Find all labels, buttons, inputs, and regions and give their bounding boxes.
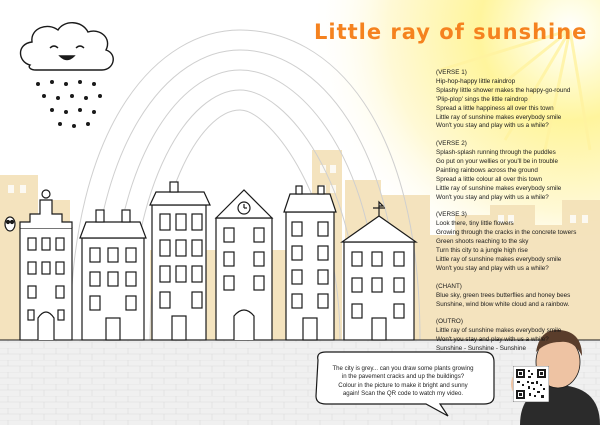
lyric-line: Spread a little happiness all over this town: [436, 104, 554, 112]
chant: [436, 283, 596, 310]
lyric-line: Hip-hop-happy little raindrop: [436, 77, 516, 85]
verse-2: [436, 140, 596, 202]
lyric-line: Splash-splash running through the puddles: [436, 149, 556, 157]
lyric-line: Splashy little shower makes the happy-go-round: [436, 86, 571, 94]
qr-code-icon[interactable]: [513, 366, 549, 402]
outro: [436, 318, 596, 354]
page-title: Little ray of sunshine: [314, 20, 588, 44]
bubble-line: The city is grey... can you draw some plants growing: [332, 365, 474, 372]
lyric-line: Spread a little colour all over this town: [436, 175, 543, 183]
lyric-line: Look there, tiny little flowers: [436, 220, 514, 228]
lyric-line: Won't you stay and play with us a while?: [436, 122, 549, 130]
building-3: [150, 182, 210, 340]
lyric-line: 'Plip-plop' sings the little raindrop: [436, 95, 528, 103]
lyrics: [436, 69, 596, 363]
bubble-line: again! Scan the QR code to watch my video.: [342, 389, 464, 397]
lyric-line: Won't you stay and play with us a while?: [436, 264, 549, 272]
verse-1: [436, 69, 596, 131]
raindrops: [36, 80, 102, 128]
lyric-line: Won't you stay and play with us a while?: [436, 336, 549, 344]
building-2: [80, 210, 146, 340]
lyric-line: Little ray of sunshine makes everybody smile: [436, 327, 562, 335]
building-4: [216, 190, 272, 340]
owl-icon: [5, 217, 15, 231]
speech-bubble-text: [318, 365, 488, 398]
lyric-line: Growing through the cracks in the concrete towers: [436, 229, 577, 237]
lyric-line: Little ray of sunshine makes everybody smile: [436, 113, 562, 121]
bubble-line: Colour in the picture to make it bright and sunny: [338, 381, 468, 389]
building-6: [342, 216, 416, 340]
lyric-line: Blue sky, green trees butterflies and honey bees: [436, 291, 571, 299]
lyric-line: Turn this city to a jungle high rise: [436, 247, 528, 255]
building-5: [284, 186, 336, 340]
smiling-cloud-icon: [21, 23, 114, 70]
verse-heading: (OUTRO): [436, 318, 463, 326]
verse-heading: (VERSE 1): [436, 69, 467, 76]
lyric-line: Little ray of sunshine makes everybody smile: [436, 256, 562, 263]
bubble-line: in the pavement cracks and up the buildings?: [341, 373, 465, 381]
verse-heading: (VERSE 3): [436, 211, 467, 219]
verse-heading: (CHANT): [436, 282, 462, 290]
verse-3: [436, 211, 596, 273]
lyric-line: Sunshine, wind blow white cloud and a rainbow.: [436, 300, 570, 308]
lyric-line: Sunshine - Sunshine - Sunshine: [436, 345, 526, 353]
lyric-line: Green shoots reaching to the sky: [436, 238, 529, 246]
lyric-line: Little ray of sunshine makes everybody smile: [436, 184, 562, 192]
lyric-line: Go put on your wellies or you'll be in trouble: [436, 158, 558, 166]
lyric-line: Painting rainbows across the ground: [436, 166, 538, 174]
lyric-line: Won't you stay and play with us a while?: [436, 193, 549, 201]
verse-heading: (VERSE 2): [436, 140, 467, 148]
